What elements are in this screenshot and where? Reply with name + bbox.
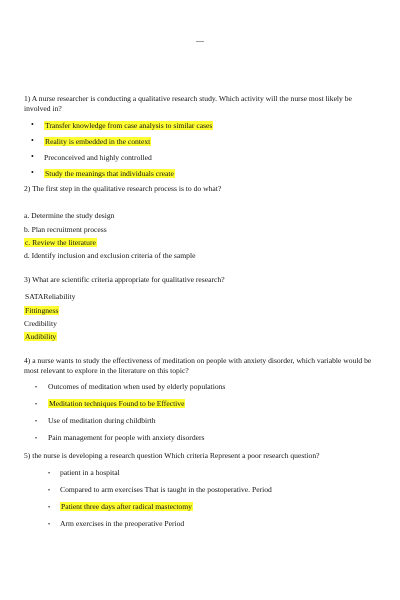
bullet-icon: • [35,436,38,442]
bullet-icon: • [31,120,34,129]
bullet-icon: • [48,522,51,528]
q1-option-2: Reality is embedded in the context [45,137,151,146]
q3-option-1: SATAReliability [25,292,76,301]
bullet-icon: • [48,488,51,494]
bullet-icon: • [31,168,34,177]
q2-option-a: a. Determine the study design [24,211,115,220]
q4-option-1: Outcomes of meditation when used by elderly populations [48,382,226,391]
q3-option-3: Credibility [24,319,57,328]
question-2: 2) The first step in the qualitative research process is to do what? [24,184,222,193]
bullet-icon: • [48,505,51,511]
question-1: 1) A nurse researcher is conducting a qualitative research study. Which activity will the nurse most likely be involved in? [24,94,352,113]
bullet-icon: • [35,419,38,425]
bullet-icon: • [31,136,34,145]
question-5: 5) the nurse is developing a research question Which criteria Represent a poor research question? [24,451,320,460]
bullet-icon: • [31,152,34,161]
q1-option-1: Transfer knowledge from case analysis to similar cases [45,121,213,130]
bullet-icon: • [35,402,38,408]
bullet-icon: • [35,385,38,391]
q4-option-4: Pain management for people with anxiety disorders [48,433,205,442]
q2-option-d: d. Identify inclusion and exclusion criteria of the sample [24,251,196,260]
q1-option-3: Preconceived and highly controlled [44,153,152,162]
q5-option-4: Arm exercises in the preoperative Period [60,519,185,528]
bullet-icon: • [48,471,51,477]
q5-option-1: patient in a hospital [60,468,120,477]
q1-option-4: Study the meanings that individuals create [45,169,174,178]
header-mark: — [196,36,204,45]
q2-option-b: b. Plan recruitment process [24,225,107,234]
q5-option-3: Patient three days after radical mastectomy [61,502,192,511]
q5-option-2: Compared to arm exercises That is taught in the postoperative. Period [60,485,272,494]
q3-option-4: Audibility [25,332,57,341]
question-4: 4) a nurse wants to study the effectiveness of meditation on people with anxiety disorder, which variable would be most relevant to explore in the literature on this topic? [24,356,372,375]
q4-option-3: Use of meditation during childbirth [48,416,156,425]
q3-option-2: Fittingness [25,306,59,315]
q2-option-c: c. Review the literature [25,238,96,247]
question-3: 3) What are scientific criteria appropriate for qualitative research? [24,275,225,284]
q4-option-2: Meditation techniques Found to be Effective [49,399,185,408]
